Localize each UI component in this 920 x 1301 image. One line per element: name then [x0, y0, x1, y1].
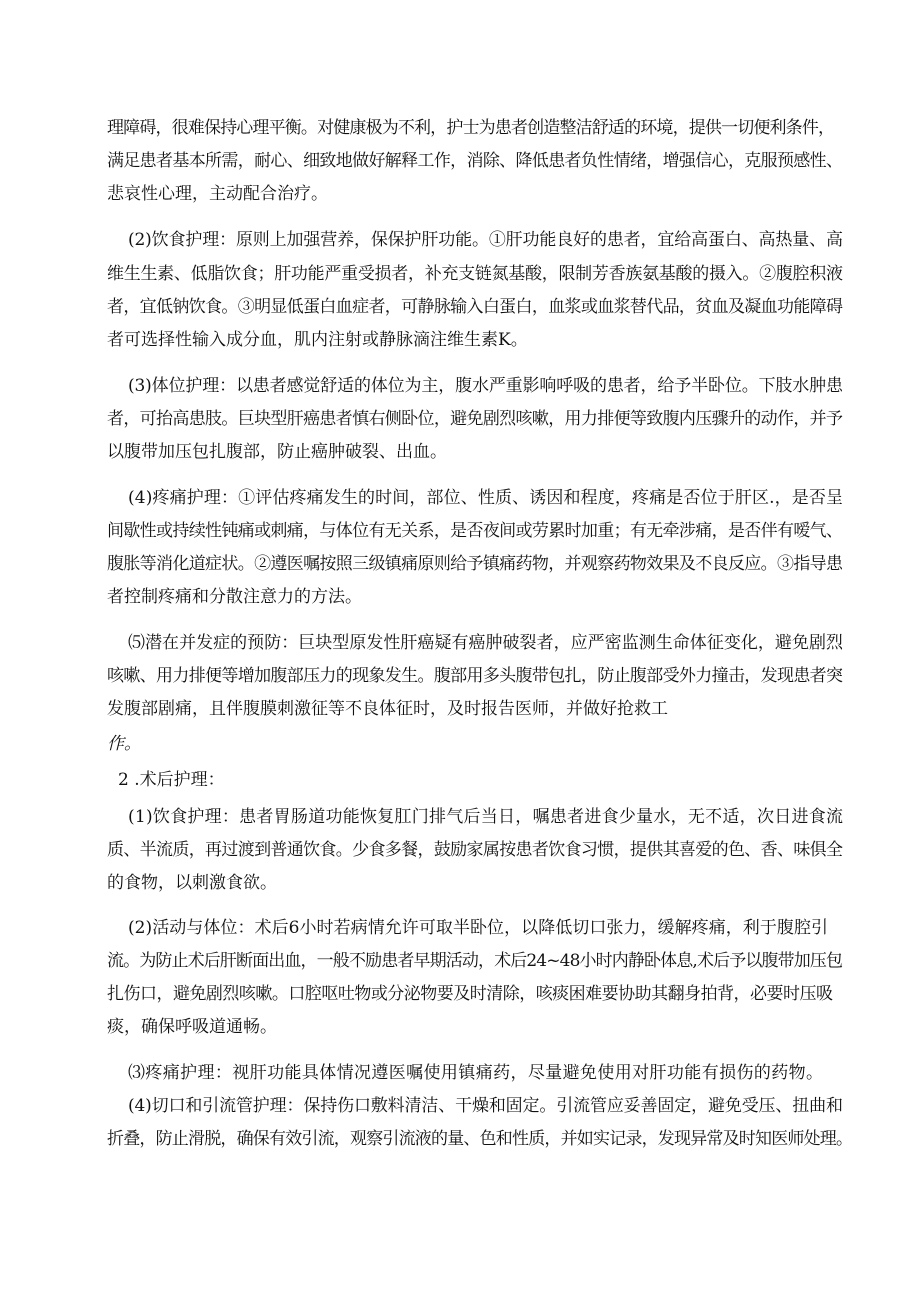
activity-line-4: 痰，确保呼吸道通畅。 [107, 1017, 277, 1037]
diet-line-2: 维生生素、低脂饮食；肝功能严重受损者，补充支链氮基酸，限制芳香族氨基酸的摄入。②腹腔积液 [107, 264, 843, 284]
activity-line-2: 流。为防止术后肝断面出血，一般不励患者早期活动，术后24~48小时内静卧体息,术后予以腹带加压包 [107, 951, 843, 971]
complication-line-1: ⑸潜在并发症的预防：巨块型原发性肝癌疑有癌肿破裂者，应严密监测生命体征变化，避免剧烈 [128, 633, 844, 653]
pain-line-1: (4)疼痛护理：①评估疼痛发生的时间，部位、性质、诱因和程度，疼痛是否位于肝区.，是否呈 [128, 488, 844, 508]
intro-line-3: 悲哀性心理，主动配合治疗。 [107, 184, 328, 204]
activity-line-1: (2)活动与体位：术后6小时若病情允许可取半卧位，以降低切口张力，缓解疼痛，利于腹腔引 [128, 918, 829, 938]
postop-diet-line-3: 的食物，以刺激食欲。 [107, 873, 277, 893]
postop-pain-line: ⑶疼痛护理：视肝功能具体情况遵医嘱使用镇痛药，尽量避免使用对肝功能有损伤的药物。 [128, 1063, 824, 1083]
complication-line-2: 咳嗽、用力排便等增加腹部压力的现象发生。腹部用多头腹带包扎，防止腹部受外力撞击，发现患者突 [107, 666, 843, 686]
complication-tail: 作。 [107, 734, 141, 754]
pain-line-2: 间歇性或持续性钝痛或刺痛，与体位有无关系，是否夜间或劳累时加重；有无牵涉痛，是否伴有嗳气、 [107, 521, 843, 541]
pain-line-3: 腹胀等消化道症状。②遵医嘱按照三级镇痛原则给予镇痛药物，并观察药物效果及不良反应。③指导患 [107, 554, 843, 574]
diet-line-1: (2)饮食护理：原则上加强营养，保保护肝功能。①肝功能良好的患者，宜给高蛋白、高热量、高 [128, 230, 843, 250]
postop-diet-line-2: 质、半流质，再过渡到普通饮食。少食多餐，鼓励家属按患者饮食习惯，提供其喜爱的色、香、味俱全 [107, 840, 843, 860]
postop-heading: 2 .术后护理： [118, 770, 225, 790]
drain-line-2: 折叠，防止滑脱，确保有效引流，观察引流液的量、色和性质，并如实记录，发现异常及时知医师处理。 [107, 1129, 853, 1149]
position-line-1: (3)体位护理：以患者感觉舒适的体位为主，腹水严重影响呼吸的患者，给予半卧位。下肢水肿患 [128, 376, 843, 396]
complication-line-3: 发腹部剧痛，且伴腹膜刺激征等不良体征时，及时报告医师，并做好抢救工 [107, 699, 668, 719]
postop-diet-line-1: (1)饮食护理：患者胃肠道功能恢复肛门排气后当日，嘱患者进食少量水，无不适，次日进食流 [128, 807, 844, 827]
diet-line-4: 者可选择性输入成分血，肌内注射或静脉滴注维生素K。 [107, 330, 528, 350]
intro-line-1: 理障碍，很难保持心理平衡。对健康极为不利，护士为患者创造整洁舒适的环境，提供一切便利条件， [107, 118, 835, 138]
position-line-2: 者，可抬高患肢。巨块型肝癌患者慎右侧卧位，避免剧烈咳嗽，用力排便等致腹内压骤升的动作，并予 [107, 409, 843, 429]
pain-line-4: 者控制疼痛和分散注意力的方法。 [107, 587, 362, 607]
drain-line-1: (4)切口和引流管护理：保持伤口敷料清洁、干燥和固定。引流管应妥善固定，避免受压、扭曲和 [128, 1096, 843, 1116]
diet-line-3: 者，宜低钠饮食。③明显低蛋白血症者，可静脉输入白蛋白，血浆或血浆替代品，贫血及凝血功能障碍 [107, 297, 843, 317]
position-line-3: 以腹带加压包扎腹部，防止癌肿破裂、出血。 [107, 442, 447, 462]
intro-line-2: 满足患者基本所需，耐心、细致地做好解释工作，消除、降低患者负性情绪，增强信心，克服预感性、 [107, 151, 843, 171]
activity-line-3: 扎伤口，避免剧烈咳嗽。口腔呕吐物或分泌物要及时清除，咳痰困难要协助其翻身拍背，必要时压吸 [107, 984, 833, 1004]
